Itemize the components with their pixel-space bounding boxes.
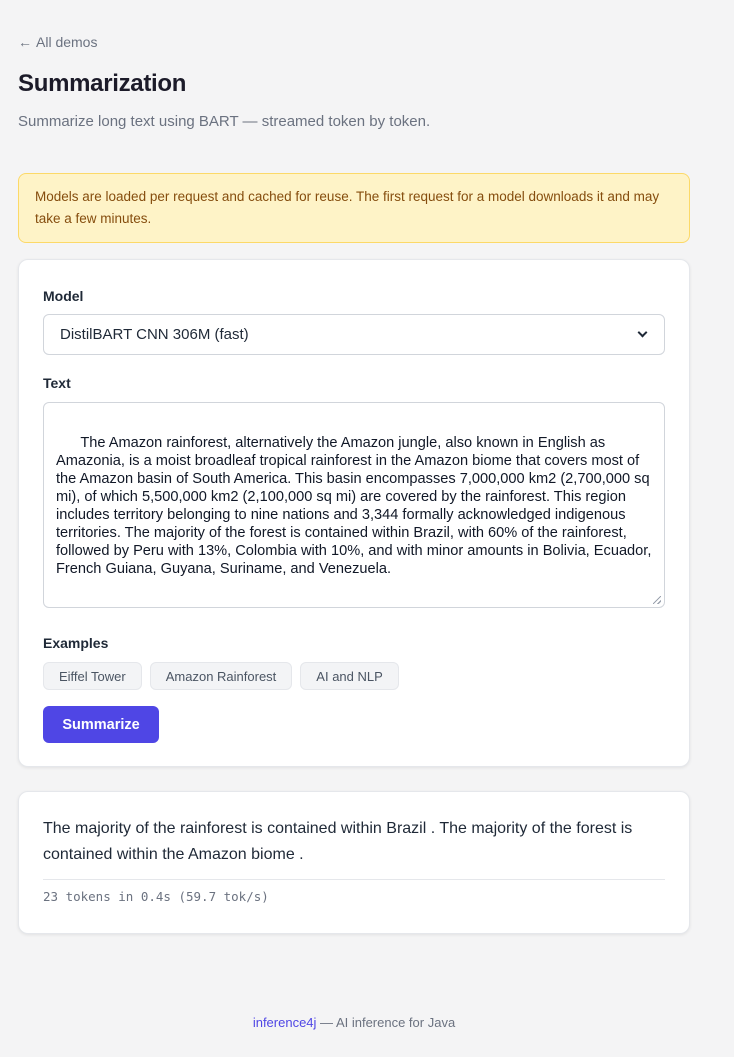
examples-list [43,662,399,690]
example-chip-ai-and-nlp[interactable]: AI and NLP [300,662,399,690]
examples-label: Examples [43,635,109,651]
arrow-left-icon: ← [18,34,32,50]
summarize-button[interactable]: Summarize [43,706,159,743]
text-label: Text [43,375,71,391]
page-title: Summarization [18,70,187,97]
page-subtitle: Summarize long text using BART — streamed token by token. [18,113,431,130]
example-chip-eiffel-tower[interactable]: Eiffel Tower [43,662,142,690]
chevron-down-icon [638,328,648,338]
model-select-value: DistilBART CNN 306M (fast) [60,326,249,343]
text-input[interactable] [43,402,665,608]
model-label: Model [43,288,84,304]
footer-tagline: — AI inference for Java [316,1015,456,1030]
summary-output: The majority of the rainforest is contained within Brazil . The majority of the forest is contained within the Amazon biome . [43,820,633,863]
info-notice: Models are loaded per request and cached for reuse. The first request for a model downloads it and may take a few minutes. [18,173,690,243]
back-link-label: All demos [36,34,98,50]
resize-grip-icon[interactable] [653,596,661,604]
back-link-all-demos[interactable] [18,34,97,50]
footer [0,1015,708,1030]
summarize-form-card [18,259,690,767]
footer-brand-link[interactable]: inference4j [252,1015,317,1030]
result-card [18,791,690,934]
text-input-value: The Amazon rainforest, alternatively the Amazon jungle, also known in English as Amazonia, is a moist broadleaf tropical rainforest in the Amazon biome that covers most of the Amazon basin of South America. This basin encompasses 7,000,000 km2 (2,700,000 sq mi), of which 5,500,000 km2 (2,100,000 sq mi) are covered by the rainforest. This region includes territory belonging to nine nations and 3,344 formally acknowledged indigenous territories. The majority of the forest is contained within Brazil, with 60% of the rainforest, followed by Peru with 13%, Colombia with 10%, and with minor amounts in Bolivia, Ecuador, French Guiana, Guyana, Suriname, and Venezuela. [56,435,656,577]
token-stats: 23 tokens in 0.4s (59.7 tok/s) [43,889,269,904]
model-select[interactable] [43,314,665,355]
result-divider [43,879,665,880]
example-chip-amazon-rainforest[interactable]: Amazon Rainforest [150,662,293,690]
